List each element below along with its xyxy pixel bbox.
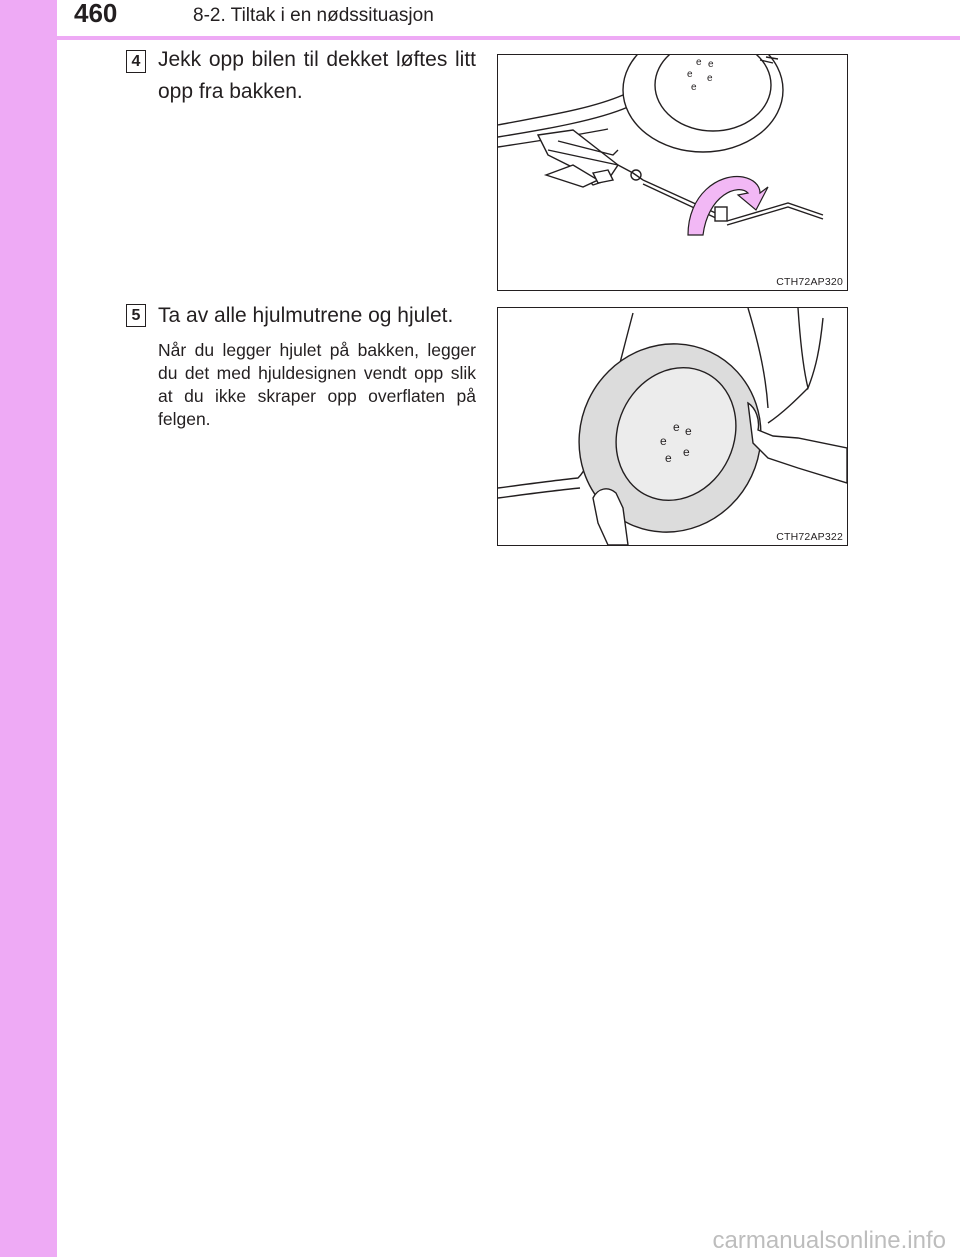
figure-code: CTH72AP322	[776, 531, 843, 543]
page-number: 460	[74, 0, 118, 28]
chapter-sidebar-tab	[0, 0, 57, 1257]
header-divider	[0, 36, 960, 40]
figure-jack-lifting	[497, 54, 848, 291]
wheel-removal-illustration	[498, 308, 847, 545]
svg-text:e: e	[685, 424, 692, 438]
watermark[interactable]: carmanualsonline.info	[712, 1227, 946, 1254]
step-4-badge: 4	[126, 50, 146, 73]
svg-text:e: e	[696, 57, 702, 68]
svg-text:e: e	[660, 434, 667, 448]
section-title: 8-2. Tiltak i en nødssituasjon	[193, 5, 434, 26]
step-5-badge: 5	[126, 304, 146, 327]
svg-text:e: e	[665, 451, 672, 465]
svg-text:e: e	[673, 420, 680, 434]
svg-text:e: e	[683, 445, 690, 459]
jack-illustration	[498, 55, 847, 290]
svg-text:e: e	[687, 69, 693, 80]
step-5-note: Når du legger hjulet på bakken, legger du det med hjuldesignen vendt opp slik at du ikke skraper opp overflaten på felgen.	[158, 340, 476, 429]
step-5-text: Ta av alle hjulmutrene og hjulet.	[158, 304, 454, 327]
svg-text:e: e	[707, 73, 713, 84]
svg-text:e: e	[708, 59, 714, 70]
svg-text:e: e	[691, 82, 697, 93]
figure-code: CTH72AP320	[776, 276, 843, 288]
step-4-text: Jekk opp bilen til dekket løftes litt opp fra bakken.	[158, 48, 476, 103]
figure-removing-wheel	[497, 307, 848, 546]
